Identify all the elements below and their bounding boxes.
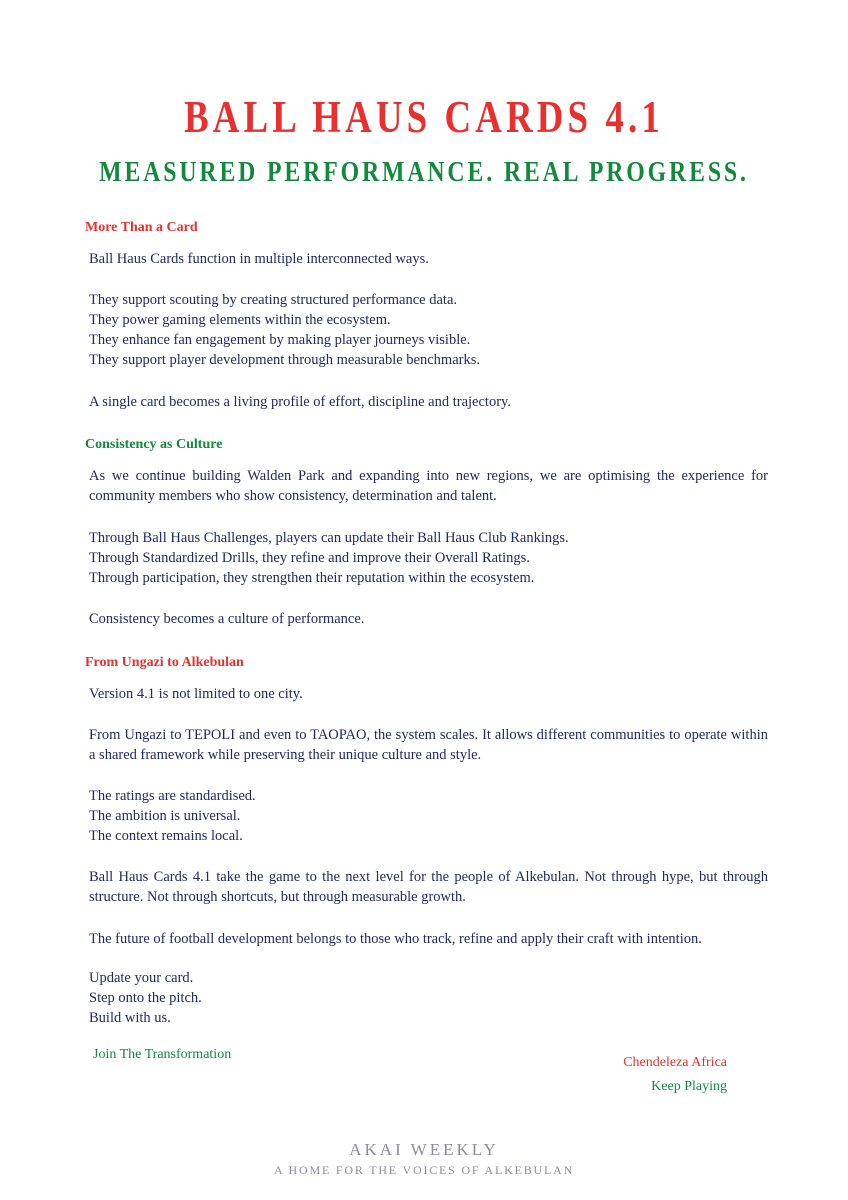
- footer-publication-title: AKAI WEEKLY: [349, 1140, 499, 1159]
- section-heading-ungazi: From Ungazi to Alkebulan: [85, 655, 244, 670]
- paragraph-scales: From Ungazi to TEPOLI and even to TAOPAO, the system scales. It allows different communities to operate within a shared framework while preserving their unique culture and style.: [89, 727, 768, 763]
- brand-tagline: Keep Playing: [651, 1079, 727, 1094]
- list-line: Step onto the pitch.: [89, 990, 202, 1006]
- list-line: The ratings are standardised.: [89, 788, 256, 804]
- list-block-uses: [89, 290, 768, 370]
- list-line: They enhance fan engagement by making player journeys visible.: [89, 332, 471, 348]
- list-line: Through Ball Haus Challenges, players can update their Ball Haus Club Rankings.: [89, 530, 569, 546]
- paragraph-intro: As we continue building Walden Park and expanding into new regions, we are optimising the experience for community members who show consistency, determination and talent.: [89, 468, 768, 504]
- list-line: They power gaming elements within the ecosystem.: [89, 312, 391, 328]
- list-line: The ambition is universal.: [89, 808, 241, 824]
- list-line: Update your card.: [89, 970, 194, 986]
- paragraph-closing: A single card becomes a living profile of effort, discipline and trajectory.: [89, 394, 511, 410]
- list-line: The context remains local.: [89, 828, 243, 844]
- page-title: BALL HAUS CARDS 4.1: [184, 92, 664, 142]
- list-line: Build with us.: [89, 1010, 171, 1026]
- list-line: Through Standardized Drills, they refine and improve their Overall Ratings.: [89, 550, 530, 566]
- list-block-ratings: [89, 786, 768, 846]
- paragraph-next-level: Ball Haus Cards 4.1 take the game to the next level for the people of Alkebulan. Not through hype, but through structure. Not through shortcuts, but through measurable growth.: [89, 869, 768, 905]
- list-block-through: [89, 528, 768, 588]
- list-block-calls: [89, 968, 768, 1028]
- join-transformation-text: Join The Transformation: [93, 1047, 232, 1062]
- paragraph-intro: Ball Haus Cards function in multiple interconnected ways.: [89, 251, 429, 267]
- paragraph-future: The future of football development belongs to those who track, refine and apply their craft with intention.: [89, 931, 702, 947]
- brand-signature: Chendeleza Africa: [623, 1055, 727, 1070]
- list-line: They support player development through measurable benchmarks.: [89, 352, 480, 368]
- paragraph-version: Version 4.1 is not limited to one city.: [89, 686, 303, 702]
- list-line: They support scouting by creating structured performance data.: [89, 292, 458, 308]
- list-line: Through participation, they strengthen their reputation within the ecosystem.: [89, 570, 535, 586]
- section-heading-more-than-card: More Than a Card: [85, 220, 198, 235]
- footer-publication-subtitle: A HOME FOR THE VOICES OF ALKEBULAN: [273, 1163, 575, 1177]
- page-subtitle: MEASURED PERFORMANCE. REAL PROGRESS.: [99, 156, 749, 188]
- paragraph-closing: Consistency becomes a culture of performance.: [89, 611, 365, 627]
- section-heading-consistency: Consistency as Culture: [85, 437, 223, 452]
